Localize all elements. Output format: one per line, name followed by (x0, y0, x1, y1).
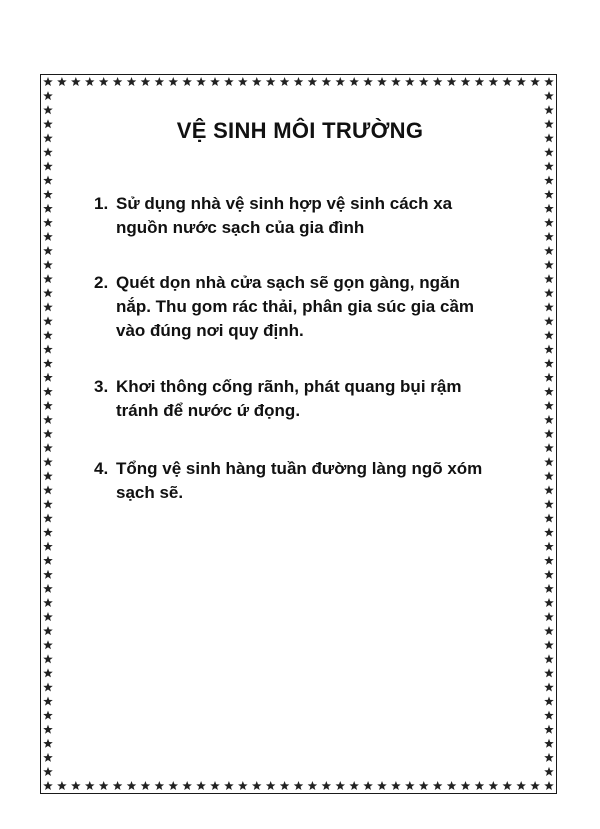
item-number: 2. (94, 273, 109, 292)
list-item (94, 271, 474, 343)
list-item (94, 457, 482, 505)
list-item (94, 375, 461, 423)
page-title: VỆ SINH MÔI TRƯỜNG (176, 118, 424, 143)
item-text: Khơi thông cống rãnh, phát quang bụi rậm tránh để nước ứ đọng. (116, 377, 462, 420)
item-text: Quét dọn nhà cửa sạch sẽ gọn gàng, ngăn nắp. Thu gom rác thải, phân gia súc gia cầm vào đúng nơi quy định. (116, 273, 475, 340)
item-number: 4. (94, 459, 109, 478)
item-text: Sử dụng nhà vệ sinh hợp vệ sinh cách xa nguồn nước sạch của gia đình (116, 194, 453, 237)
list-item (94, 192, 504, 240)
page-border-frame (40, 74, 557, 794)
item-number: 3. (94, 377, 109, 396)
item-text: Tổng vệ sinh hàng tuần đường làng ngõ xóm sạch sẽ. (116, 459, 483, 502)
rule-list (94, 192, 504, 502)
item-number: 1. (94, 194, 109, 213)
